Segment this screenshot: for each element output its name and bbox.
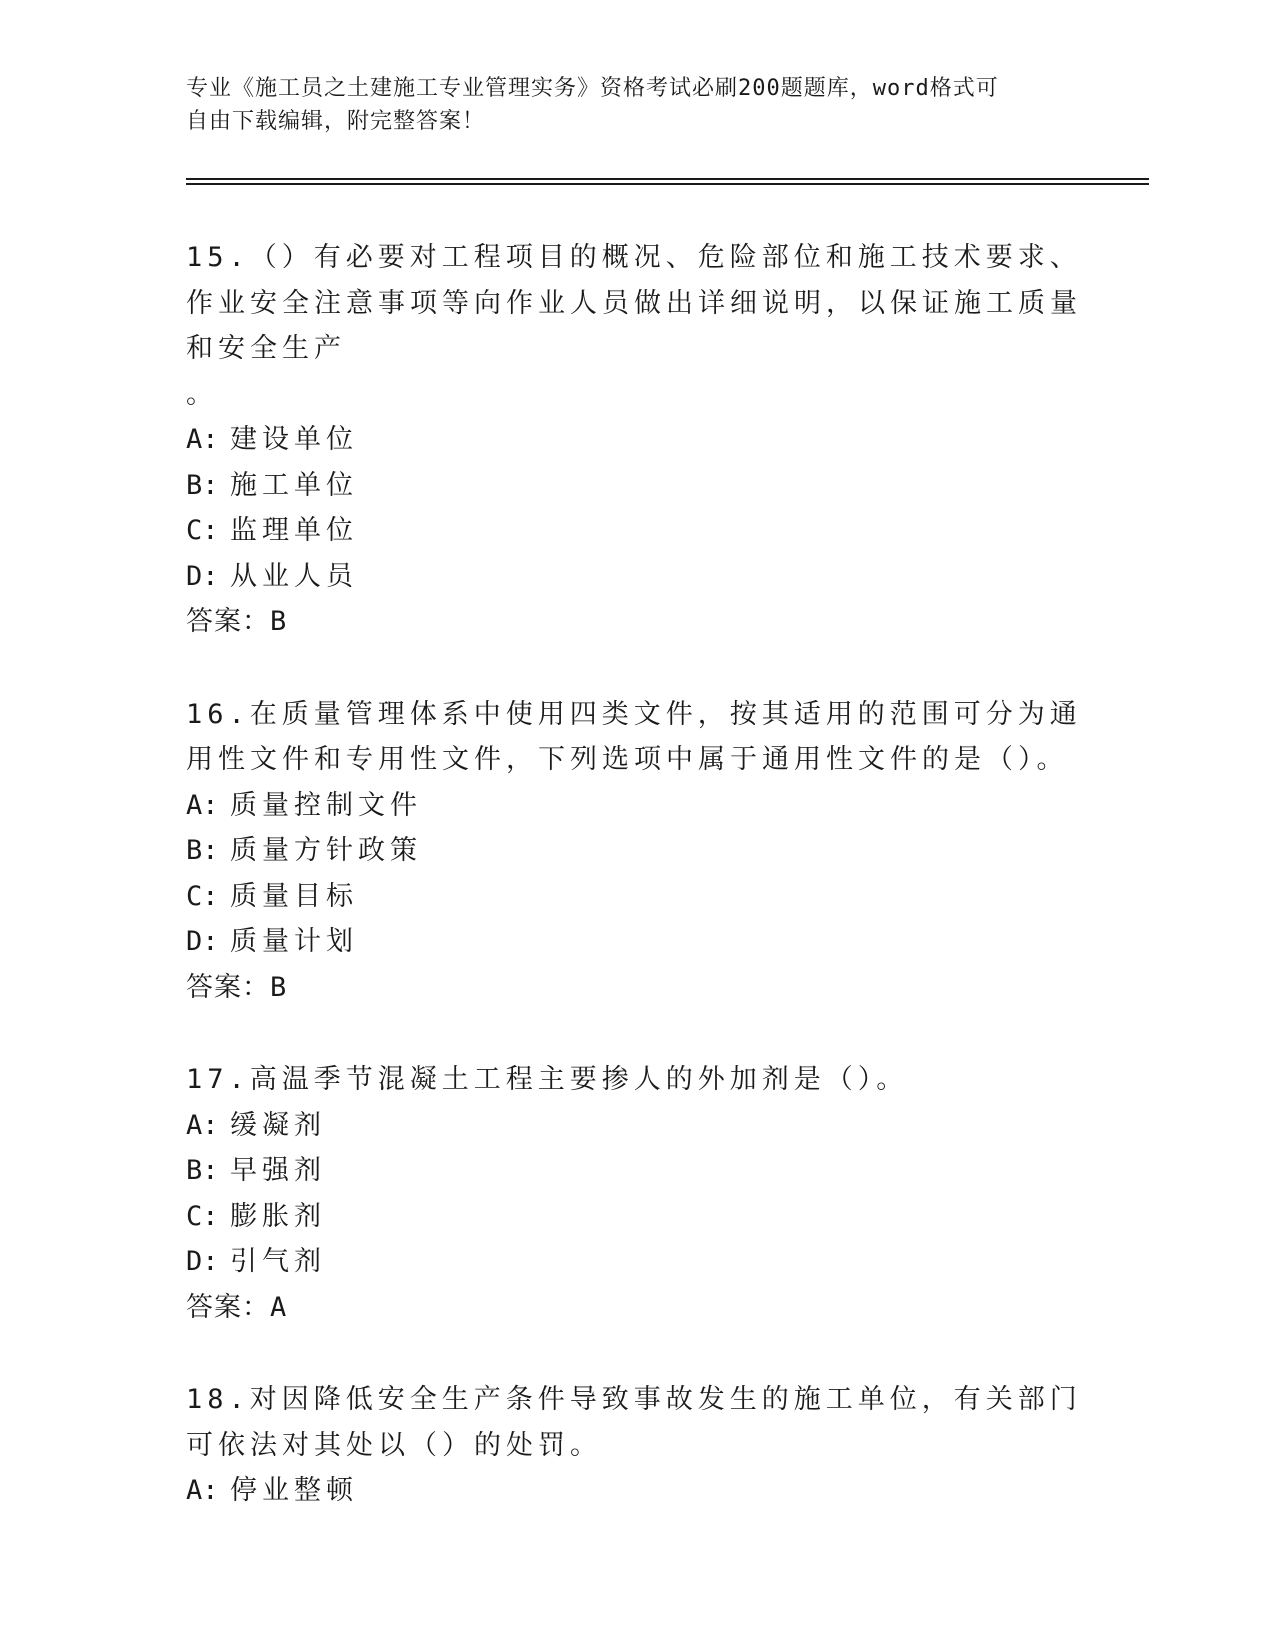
option-c (186, 508, 1086, 554)
option-label: B: (186, 1155, 219, 1186)
question-list (186, 235, 1086, 1561)
question-18 (186, 1377, 1086, 1514)
answer: 答案：B (186, 971, 288, 1003)
option-text: 质量目标 (230, 880, 358, 912)
option-label: C: (186, 1200, 219, 1232)
header-line-2: 自由下载编辑，附完整答案！ (186, 109, 486, 134)
option-text: 质量控制文件 (230, 789, 422, 821)
question-17 (186, 1057, 1086, 1330)
question-text: 17.高温季节混凝土工程主要掺人的外加剂是（）。 (186, 1064, 909, 1095)
option-label: D: (186, 560, 219, 592)
option-label: A: (186, 424, 219, 455)
option-label: D: (186, 1246, 219, 1277)
option-text: 引气剂 (230, 1246, 326, 1277)
option-text: 施工单位 (230, 469, 358, 501)
question-15 (186, 235, 1086, 645)
answer: 答案：B (186, 606, 288, 637)
question-text: 16.在质量管理体系中使用四类文件，按其适用的范围可分为通用性文件和专用性文件，下列选项中属于通用性文件的是（）。 (186, 698, 1082, 775)
option-a (186, 783, 1086, 829)
option-label: A: (186, 789, 219, 821)
option-text: 停业整顿 (230, 1475, 358, 1506)
option-a (186, 1103, 1086, 1149)
question-text: 15.（）有必要对工程项目的概况、危险部位和施工技术要求、作业安全注意事项等向作业人员做出详细说明，以保证施工质量和安全生产 (186, 242, 1082, 364)
option-label: A: (186, 1109, 219, 1141)
option-label: D: (186, 926, 219, 957)
question-16 (186, 692, 1086, 1011)
option-c (186, 1194, 1086, 1240)
option-label: C: (186, 515, 219, 546)
header-divider-top (186, 178, 1149, 180)
option-b (186, 463, 1086, 509)
option-text: 膨胀剂 (230, 1200, 326, 1232)
question-text: 18.对因降低安全生产条件导致事故发生的施工单位，有关部门可依法对其处以（）的处罚。 (186, 1384, 1082, 1461)
option-d (186, 554, 1086, 600)
question-trailing-punct: 。 (186, 378, 213, 410)
header-divider-bottom (186, 183, 1149, 185)
option-a (186, 1468, 1086, 1514)
option-label: B: (186, 469, 219, 501)
option-b (186, 828, 1086, 874)
option-text: 监理单位 (230, 515, 358, 546)
header-line-1: 专业《施工员之土建施工专业管理实务》资格考试必刷200题题库，word格式可 (186, 76, 999, 101)
option-c (186, 874, 1086, 920)
option-label: B: (186, 835, 219, 866)
option-b (186, 1148, 1086, 1194)
option-text: 质量计划 (230, 926, 358, 957)
option-d (186, 1239, 1086, 1285)
option-text: 早强剂 (230, 1155, 326, 1186)
option-text: 从业人员 (230, 560, 358, 592)
option-label: A: (186, 1475, 219, 1506)
option-a (186, 417, 1086, 463)
answer: 答案：A (186, 1291, 288, 1323)
option-d (186, 919, 1086, 965)
option-text: 质量方针政策 (230, 835, 422, 866)
option-label: C: (186, 880, 219, 912)
document-header (186, 72, 1066, 138)
option-text: 建设单位 (230, 424, 358, 455)
option-text: 缓凝剂 (230, 1109, 326, 1141)
